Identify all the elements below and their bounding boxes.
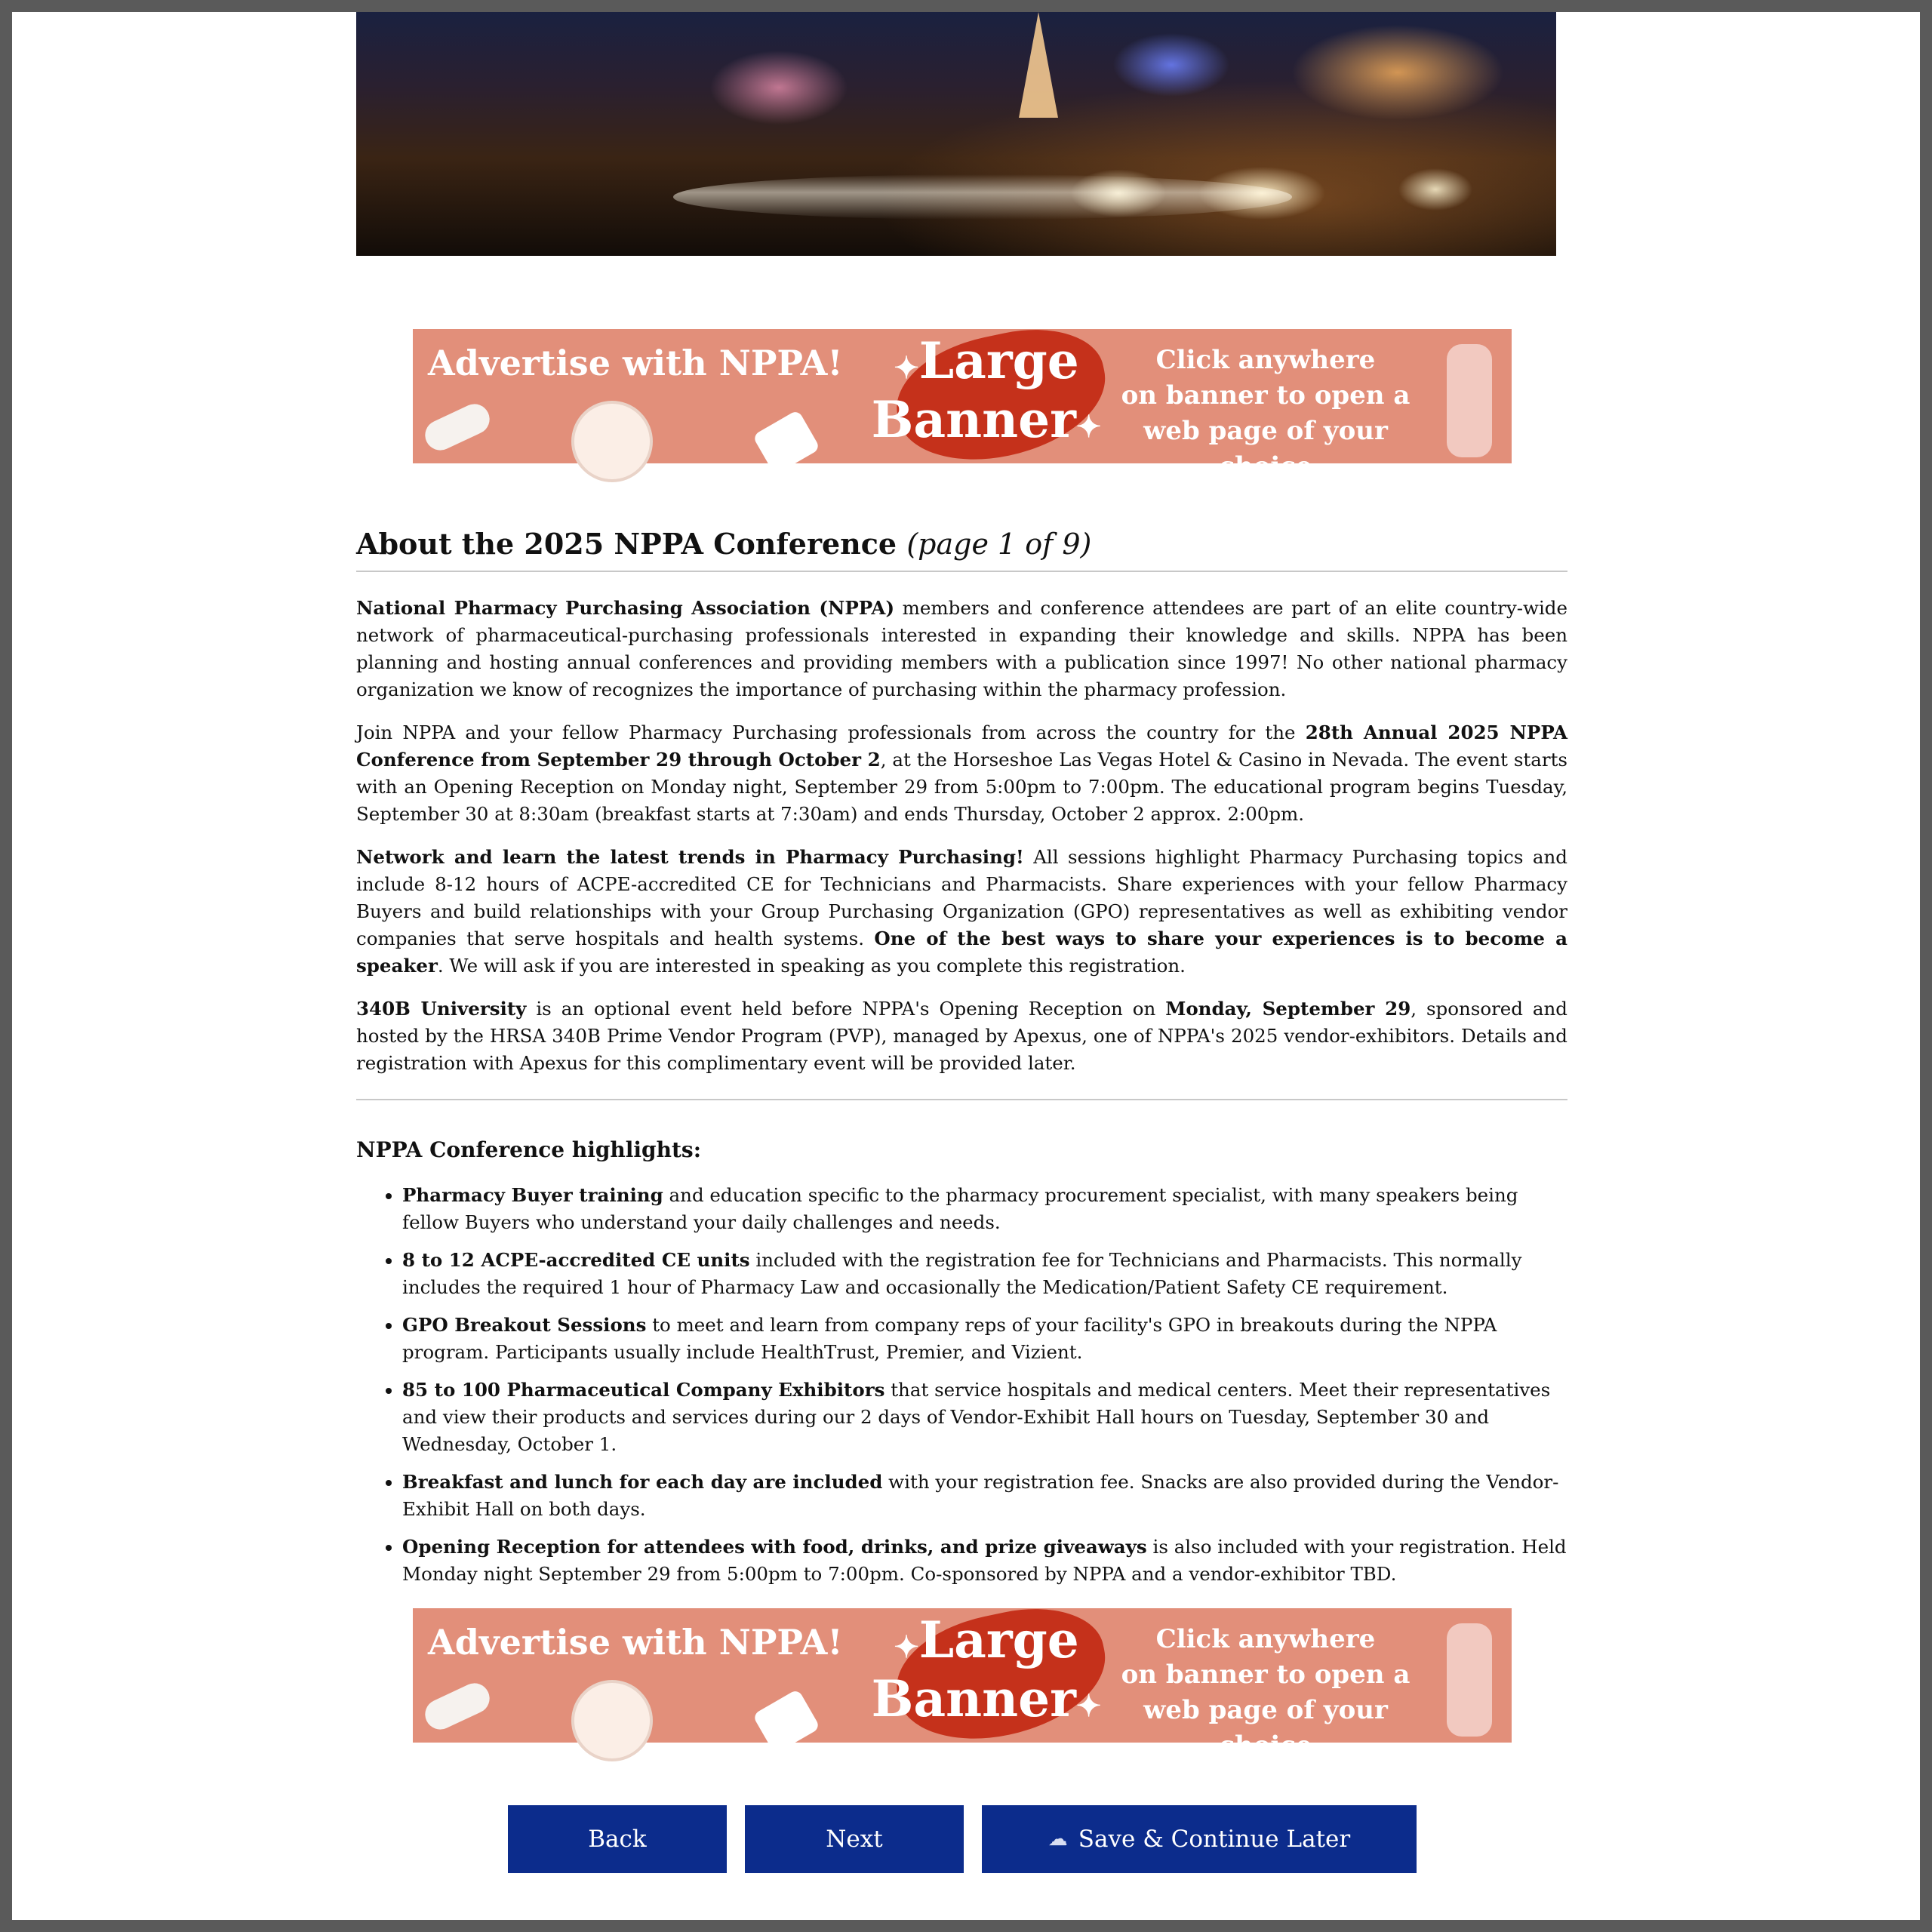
divider	[356, 571, 1567, 572]
para-bold: Network and learn the latest trends in Pharmacy Purchasing!	[356, 846, 1024, 868]
ad-right-line1: Click anywhere	[1155, 1624, 1376, 1654]
back-button[interactable]: Back	[508, 1805, 727, 1873]
para-text: is an optional event held before NPPA's Opening Reception on	[526, 998, 1166, 1020]
item-bold: Pharmacy Buyer training	[402, 1184, 663, 1206]
list-item	[402, 1182, 1567, 1236]
ad-headline: Advertise with NPPA!	[428, 343, 843, 383]
cloud-upload-icon: ☁	[1048, 1828, 1068, 1850]
item-bold: 8 to 12 ACPE-accredited CE units	[402, 1249, 750, 1271]
ad-right-line2: on banner to open a	[1121, 380, 1411, 411]
fountain-glow	[673, 174, 1292, 220]
pill-bowl-icon	[571, 401, 653, 482]
conference-dates: 28th Annual 2025 NPPA Conference from September 29 through October 2	[356, 721, 1567, 771]
ad-headline: Advertise with NPPA!	[428, 1622, 843, 1663]
para-text: , at the Horseshoe Las Vegas Hotel & Casino in Nevada. The event starts with an Opening Reception on Monday night, September 29 from 5:00pm to 7:00pm. The educational program begins Tuesday, September 30 at 8:30am (breakfast starts at 7:30am) and ends Thursday, October 2 approx. 2:00pm.	[356, 749, 1568, 825]
dates-paragraph	[356, 719, 1567, 828]
list-item	[402, 1247, 1567, 1301]
ad-cta-text	[1107, 1622, 1424, 1764]
list-item	[402, 1312, 1567, 1366]
main-content	[356, 525, 1567, 1598]
ad-large-banner-text	[858, 1611, 1115, 1732]
org-name: National Pharmacy Purchasing Association (NPPA)	[356, 597, 895, 619]
item-bold: 85 to 100 Pharmaceutical Company Exhibitors	[402, 1379, 885, 1401]
para-text: , sponsored and hosted by the HRSA 340B Prime Vendor Program (PVP), managed by Apexus, one of NPPA's 2025 vendor-exhibitors. Details and registration with Apexus for this complimentary event will be provided later.	[356, 998, 1567, 1074]
item-bold: GPO Breakout Sessions	[402, 1314, 647, 1336]
intro-paragraph	[356, 595, 1567, 703]
ad-right-line1: Click anywhere	[1155, 345, 1376, 375]
divider	[356, 1099, 1567, 1100]
header-image-las-vegas	[356, 12, 1556, 256]
ad-banner-top[interactable]	[413, 329, 1512, 481]
ad-right-line3: web page of your choice	[1143, 416, 1388, 481]
para-text: . We will ask if you are interested in speaking as you complete this registration.	[437, 955, 1186, 977]
list-item	[402, 1469, 1567, 1523]
page-title-text: About the 2025 NPPA Conference	[356, 527, 897, 561]
list-item	[402, 1534, 1567, 1588]
item-text: with your registration fee. Snacks are also provided during the Vendor-Exhibit Hall on both days.	[402, 1471, 1559, 1520]
para-bold: Monday, September 29	[1165, 998, 1411, 1020]
para-text: members and conference attendees are part of an elite country-wide network of pharmaceutical-purchasing professionals interested in expanding their knowledge and skills. NPPA has been planning and hosting annual conferences and providing members with a publication since 1997! No other national pharmacy organization we know of recognizes the importance of purchasing within the pharmacy profession.	[356, 597, 1567, 700]
para-bold: 340B University	[356, 998, 527, 1020]
network-paragraph	[356, 844, 1567, 980]
item-text: is also included with your registration. Held Monday night September 29 from 5:00pm to 7:00pm. Co-sponsored by NPPA and a vendor-exhibitor TBD.	[402, 1536, 1567, 1585]
eiffel-tower-shape	[1019, 12, 1058, 118]
ad-mid-line2: Banner	[871, 1669, 1076, 1728]
ad-mid-line1: Large	[918, 331, 1079, 390]
sparkle-icon: ✦	[894, 350, 919, 386]
save-button-label: Save & Continue Later	[1078, 1826, 1351, 1853]
ad-cta-text	[1107, 343, 1424, 485]
para-text: All sessions highlight Pharmacy Purchasing topics and include 8-12 hours of ACPE-accredited CE for Technicians and Pharmacists. Share experiences with your fellow Pharmacy Buyers and build relationships with your Group Purchasing Organization (GPO) representatives as well as exhibiting vendor companies that serve hospitals and health systems.	[356, 846, 1567, 949]
highlights-list	[356, 1182, 1567, 1588]
para-bold: One of the best ways to share your experiences is to become a speaker	[356, 928, 1568, 977]
sparkle-icon: ✦	[894, 1629, 919, 1665]
pill-icon	[420, 399, 494, 455]
ad-mid-line2: Banner	[871, 390, 1076, 449]
pills-stack-icon	[1447, 344, 1492, 457]
highlights-heading: NPPA Conference highlights:	[356, 1137, 702, 1162]
page-frame	[12, 12, 1920, 1920]
ad-large-banner-text	[858, 331, 1115, 453]
sparkle-icon: ✦	[1075, 1688, 1102, 1724]
save-continue-later-button[interactable]	[982, 1805, 1417, 1873]
page-title	[356, 525, 1567, 563]
item-text: and education specific to the pharmacy procurement specialist, with many speakers being fellow Buyers who understand your daily challenges and needs.	[402, 1184, 1518, 1233]
ad-mid-line1: Large	[918, 1611, 1079, 1669]
item-text: that service hospitals and medical centers. Meet their representatives and view their products and services during our 2 days of Vendor-Exhibit Hall hours on Tuesday, September 30 and Wednesday, October 1.	[402, 1379, 1551, 1455]
pill-icon	[420, 1678, 494, 1734]
page-indicator: (page 1 of 9)	[906, 528, 1092, 561]
ad-banner-bottom[interactable]	[413, 1608, 1512, 1761]
ad-right-line3: web page of your choice	[1143, 1695, 1388, 1761]
pill-bottle-icon	[752, 1689, 821, 1755]
item-text: to meet and learn from company reps of your facility's GPO in breakouts during the NPPA program. Participants usually include HealthTrust, Premier, and Vizient.	[402, 1314, 1497, 1363]
pills-stack-icon	[1447, 1623, 1492, 1737]
pill-bowl-icon	[571, 1680, 653, 1761]
sparkle-icon: ✦	[1075, 409, 1102, 445]
ad-right-line2: on banner to open a	[1121, 1660, 1411, 1690]
list-item	[402, 1377, 1567, 1458]
item-text: included with the registration fee for Technicians and Pharmacists. This normally includes the required 1 hour of Pharmacy Law and occasionally the Medication/Patient Safety CE requirement.	[402, 1249, 1522, 1298]
340b-paragraph	[356, 995, 1567, 1077]
item-bold: Opening Reception for attendees with food, drinks, and prize giveaways	[402, 1536, 1147, 1558]
para-text: Join NPPA and your fellow Pharmacy Purchasing professionals from across the country for the	[356, 721, 1306, 743]
pill-bottle-icon	[752, 410, 821, 475]
item-bold: Breakfast and lunch for each day are included	[402, 1471, 883, 1493]
next-button[interactable]: Next	[745, 1805, 964, 1873]
